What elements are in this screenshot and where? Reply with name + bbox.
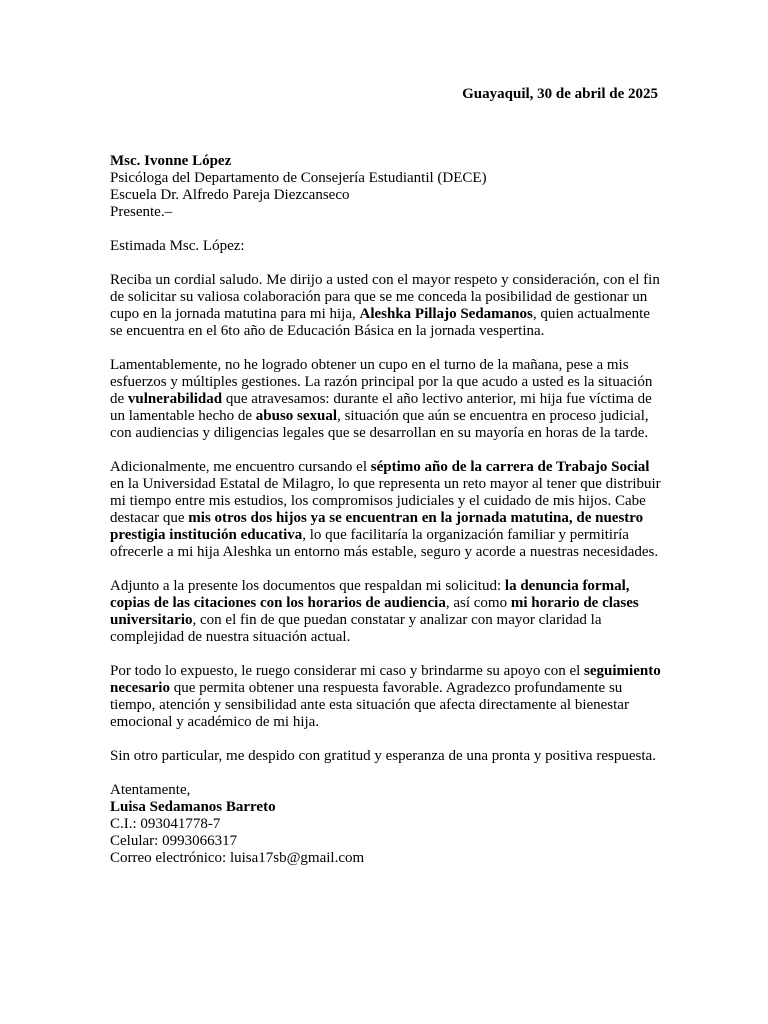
- salutation: Estimada Msc. López:: [110, 238, 245, 254]
- recipient-position: Psicóloga del Departamento de Consejería Estudiantil (DECE): [110, 170, 487, 186]
- paragraph-5: [110, 663, 662, 731]
- p4-text-a: Adjunto a la presente los documentos que respaldan mi solicitud:: [110, 578, 505, 594]
- p3-text-e: , lo que facilitaría la organización familiar y permitiría ofrecerle a mi hija Aleshka un entorno más estable, seguro y acorde a nuestras necesidades.: [110, 527, 659, 560]
- p2-bold-abuse: abuso sexual: [255, 408, 338, 424]
- p3-text-a: Adicionalmente, me encuentro cursando el: [110, 459, 371, 475]
- p2-bold-vulnerability: vulnerabilidad: [127, 391, 223, 407]
- sender-email: Correo electrónico: luisa17sb@gmail.com: [110, 850, 365, 866]
- p4-bold-schedule: mi horario de clases universitario: [110, 595, 639, 628]
- p3-bold-other-children: mis otros dos hijos ya se encuentran en la jornada matutina, de nuestro prestigia institución educativa: [110, 510, 644, 543]
- paragraph-1: [110, 272, 662, 340]
- sender-phone: Celular: 0993066317: [110, 833, 238, 849]
- recipient-block: [110, 153, 662, 221]
- farewell: Atentamente,: [110, 782, 191, 798]
- paragraph-3: [110, 459, 662, 561]
- p3-bold-career: séptimo año de la carrera de Trabajo Social: [370, 459, 650, 475]
- recipient-name: Msc. Ivonne López: [110, 153, 232, 169]
- p4-text-c: , así como: [445, 595, 511, 611]
- recipient-presente: Presente.–: [110, 204, 173, 220]
- signature-block: [110, 782, 662, 867]
- p5-text-a: Por todo lo expuesto, le ruego considerar mi caso y brindarme su apoyo con el: [110, 663, 585, 679]
- sender-ci: C.I.: 093041778-7: [110, 816, 221, 832]
- p1-text-a: Reciba un cordial saludo. Me dirijo a usted con el mayor respeto y consideración, con el fin de solicitar su valiosa colaboración para que se me conceda la posibilidad de gestionar un cupo en la jornada matutina para mi hija,: [110, 272, 660, 322]
- letter-body: [110, 153, 662, 867]
- p5-bold-follow-up: seguimiento necesario: [110, 663, 661, 696]
- p1-bold-daughter-name: Aleshka Pillajo Sedamanos: [359, 306, 533, 322]
- p4-bold-documents: la denuncia formal, copias de las citaciones con los horarios de audiencia: [110, 578, 630, 611]
- recipient-school: Escuela Dr. Alfredo Pareja Diezcanseco: [110, 187, 350, 203]
- sender-name: Luisa Sedamanos Barreto: [110, 799, 276, 815]
- p3-text-c: en la Universidad Estatal de Milagro, lo que representa un reto mayor al tener que distribuir mi tiempo entre mis estudios, los compromisos judiciales y el cuidado de mis hijos. Cabe destacar que: [110, 476, 661, 526]
- p2-text-a: Lamentablemente, no he logrado obtener un cupo en el turno de la mañana, pese a mis esfuerzos y múltiples gestiones. La razón principal por la que acudo a usted es la situación de: [110, 357, 653, 407]
- p2-text-c: que atravesamos: durante el año lectivo anterior, mi hija fue víctima de un lamentable hecho de: [110, 391, 652, 424]
- paragraph-4: [110, 578, 662, 646]
- paragraph-2: [110, 357, 662, 442]
- p2-text-e: , situación que aún se encuentra en proceso judicial, con audiencias y diligencias legales que se desarrollan en su mayoría en horas de la tarde.: [110, 408, 649, 441]
- p1-text-c: , quien actualmente se encuentra en el 6to año de Educación Básica en la jornada vespertina.: [110, 306, 650, 339]
- paragraph-6: Sin otro particular, me despido con gratitud y esperanza de una pronta y positiva respuesta.: [110, 748, 656, 764]
- date-line: Guayaquil, 30 de abril de 2025: [462, 86, 658, 102]
- p5-text-c: que permita obtener una respuesta favorable. Agradezco profundamente su tiempo, atención y sensibilidad ante esta situación que afecta directamente al bienestar emocional y académico de mi hija.: [110, 680, 629, 730]
- p4-text-e: , con el fin de que puedan constatar y analizar con mayor claridad la complejidad de nuestra situación actual.: [110, 612, 602, 645]
